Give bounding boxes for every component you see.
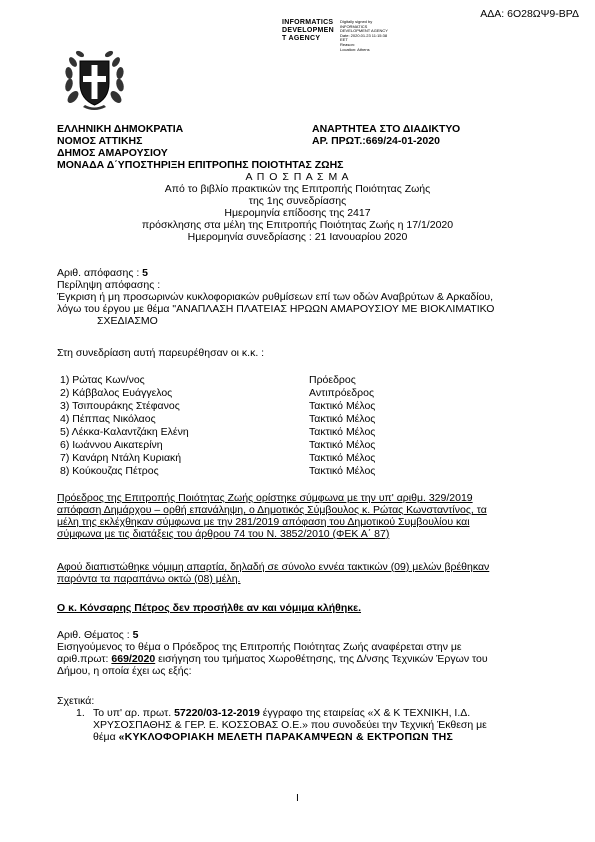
chair-paragraph-line: Πρόεδρος της Επιτροπής Ποιότητας Ζωής ορίστηκε σύμφωνα με την υπ' αριθμ. 329/2019: [57, 492, 473, 504]
topic-number-label: Αριθ. Θέματος :: [57, 629, 130, 641]
page-number: I: [296, 792, 299, 804]
relevant-item-line: [93, 731, 453, 743]
member-role: Τακτικό Μέλος: [309, 465, 376, 477]
member-role: Τακτικό Μέλος: [309, 413, 376, 425]
header-protocol-number: ΑΡ. ΠΡΩΤ.:669/24-01-2020: [312, 135, 440, 147]
header-prefecture: ΝΟΜΟΣ ΑΤΤΙΚΗΣ: [57, 135, 143, 147]
summary-line: Έγκριση ή μη προσωρινών κυκλοφοριακών ρυθμίσεων επί των οδών Αναβρύτων & Αρκαδίου,: [57, 291, 494, 303]
agency-line: DEVELOPMEN: [282, 27, 335, 34]
decision-number-label: Αριθ. απόφασης :: [57, 267, 140, 279]
topic-number-row: [57, 629, 138, 641]
member-name: 8) Κούκουζας Πέτρος: [60, 465, 159, 477]
relevant-text: έγγραφο της εταιρείας «Χ & Κ ΤΕΧΝΙΚΗ, Ι.Δ.: [259, 707, 471, 719]
decision-number: 5: [142, 267, 148, 279]
relevant-item-line: [93, 707, 470, 719]
relevant-protocol-number: 57220/03-12-2019: [174, 707, 260, 719]
chair-paragraph-line: απόφαση Δημάρχου – ορθή επανάληψη, ο Δημοτικός Σύμβουλος κ. Ρώτας Κωνσταντίνος, τα: [57, 504, 487, 516]
header-publish-note: ΑΝΑΡΤΗΤΕΑ ΣΤΟ ΔΙΑΔΙΚΤΥΟ: [312, 123, 461, 135]
member-role: Τακτικό Μέλος: [309, 452, 376, 464]
signature-line: DEVELOPMENT AGENCY: [340, 28, 388, 34]
summary-label: Περίληψη απόφασης :: [57, 279, 161, 291]
digital-signature-details: [340, 20, 388, 52]
topic-number: 5: [132, 629, 139, 641]
extract-line: Ημερομηνία συνεδρίασης : 21 Ιανουαρίου 2020: [187, 231, 408, 243]
signature-line: Date: 2020.01.23 11:15:38: [340, 32, 388, 38]
quorum-paragraph-line: παρόντα τα παραπάνω οκτώ (08) μέλη.: [57, 573, 241, 585]
member-name: 2) Κάββαλος Ευάγγελος: [60, 387, 173, 399]
topic-intro-text: εισήγηση του τμήματος Χωροθέτησης, της Δ/νσης Τεχνικών Έργων του: [155, 653, 488, 665]
quorum-paragraph-line: Αφού διαπιστώθηκε νόμιμη απαρτία, δηλαδή σε σύνολο εννέα τακτικών (09) μελών βρέθηκαν: [57, 561, 490, 573]
member-role: Αντιπρόεδρος: [309, 387, 374, 399]
signature-line: Reason:: [340, 41, 355, 47]
member-role: Πρόεδρος: [309, 374, 356, 386]
extract-title: Α Π Ο Σ Π Α Σ Μ Α: [245, 171, 350, 183]
header-unit: ΜΟΝΑΔΑ Δ΄ΥΠΟΣΤΗΡΙΞΗ ΕΠΙΤΡΟΠΗΣ ΠΟΙΟΤΗΤΑΣ ΖΩΗΣ: [57, 159, 344, 171]
signature-line: INFORMATICS: [340, 23, 368, 29]
proposal-protocol-number: 669/2020: [111, 653, 156, 665]
chair-paragraph-line: μέλη της εκλέχθηκαν σύμφωνα με την 281/2019 απόφαση του Δημοτικού Συμβουλίου και: [57, 516, 470, 528]
agency-line: INFORMATICS: [282, 19, 334, 26]
decision-number-row: [57, 267, 148, 279]
signature-line: EET: [340, 37, 348, 43]
relevant-item-line: ΧΡΥΣΟΣΠΑΘΗΣ & ΓΕΡ. Ε. ΚΟΣΣΟΒΑΣ Ο.Ε.» που συνοδεύει την Τεχνική Έκθεση με: [93, 719, 487, 731]
member-name: 1) Ρώτας Κων/νος: [60, 374, 145, 386]
signature-agency-name: [282, 19, 334, 43]
member-name: 5) Λέκκα-Καλαντζάκη Ελένη: [60, 426, 189, 438]
member-role: Τακτικό Μέλος: [309, 439, 376, 451]
header-country: ΕΛΛΗΝΙΚΗ ΔΗΜΟΚΡΑΤΙΑ: [57, 123, 184, 135]
agency-line: T AGENCY: [282, 35, 321, 42]
topic-intro-line: [57, 653, 488, 665]
relevant-study-title: «ΚΥΚΛΟΦΟΡΙΑΚΗ ΜΕΛΕΤΗ ΠΑΡΑΚΑΜΨΕΩΝ & ΕΚΤΡΟΠΩΝ ΤΗΣ: [118, 731, 454, 743]
header-municipality: ΔΗΜΟΣ ΑΜΑΡΟΥΣΙΟΥ: [57, 147, 168, 159]
relevant-item-number: 1.: [76, 707, 85, 719]
summary-line: ΣΧΕΔΙΑΣΜΟ: [97, 315, 158, 327]
member-name: 7) Κανάρη Ντάλη Κυριακή: [60, 452, 182, 464]
member-name: 6) Ιωάννου Αικατερίνη: [60, 439, 163, 451]
signature-line: Digitally signed by: [340, 19, 373, 24]
extract-line: της 1ης συνεδρίασης: [248, 195, 347, 207]
relevant-text: Το υπ' αρ. πρωτ.: [93, 707, 175, 719]
signature-line: Location: Athens: [340, 46, 370, 52]
header-right: [312, 123, 460, 147]
member-role: Τακτικό Μέλος: [309, 426, 376, 438]
relevant-text: θέμα: [93, 731, 119, 743]
summary-line: λόγω του έργου με θέμα "ΑΝΑΠΛΑΣΗ ΠΛΑΤΕΙΑΣ ΗΡΩΩΝ ΑΜΑΡΟΥΣΙΟΥ ΜΕ ΒΙΟΚΛΙΜΑΤΙΚΟ: [57, 303, 495, 315]
topic-intro-line: Δήμου, η οποία έχει ως εξής:: [57, 665, 192, 677]
member-name: 3) Τσιπουράκης Στέφανος: [60, 400, 180, 412]
header-left: [57, 123, 343, 171]
ada-code: ΑΔΑ: 6Ο28ΩΨ9-ΒΡΔ: [480, 8, 579, 20]
member-name: 4) Πέππας Νικόλαος: [60, 413, 156, 425]
extract-line: Από το βιβλίο πρακτικών της Επιτροπής Ποιότητας Ζωής: [164, 183, 431, 195]
greek-emblem-icon: [63, 47, 126, 113]
topic-intro-text: αριθ.πρωτ:: [57, 653, 112, 665]
extract-line: πρόσκλησης στα μέλη της Επιτροπής Ποιότητας Ζωής η 17/1/2020: [141, 219, 454, 231]
chair-paragraph-line: σύμφωνα με τις διατάξεις του άρθρου 74 του Ν. 3852/2010 (ΦΕΚ Α΄ 87): [57, 528, 390, 540]
member-role: Τακτικό Μέλος: [309, 400, 376, 412]
extract-line: Ημερομηνία επίδοσης της 2417: [224, 207, 371, 219]
relevant-label: Σχετικά:: [57, 695, 95, 707]
topic-intro-line: Εισηγούμενος το θέμα ο Πρόεδρος της Επιτροπής Ποιότητας Ζωής αναφέρεται στην με: [57, 641, 462, 653]
absent-note: Ο κ. Κόνσαρης Πέτρος δεν προσήλθε αν και νόμιμα κλήθηκε.: [57, 602, 362, 614]
attendance-intro: Στη συνεδρίαση αυτή παρευρέθησαν οι κ.κ. :: [57, 347, 265, 359]
